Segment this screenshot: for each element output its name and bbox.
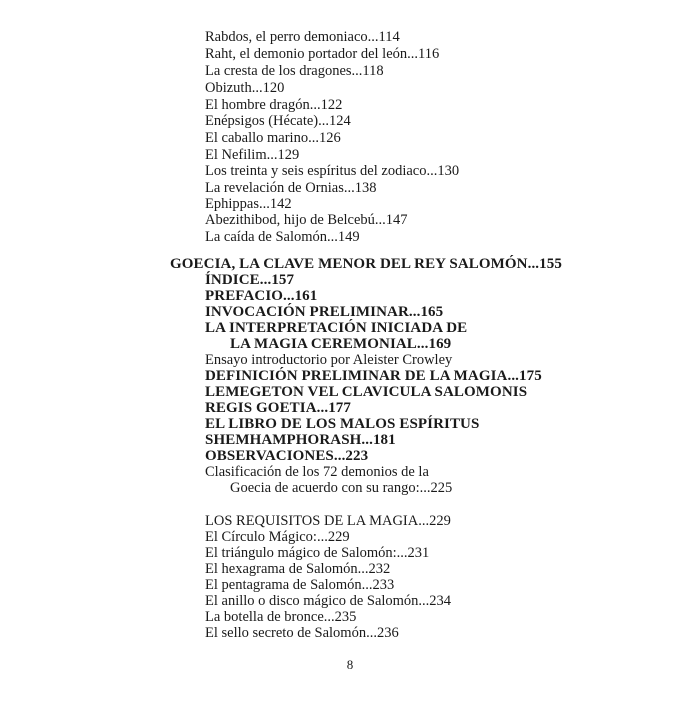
toc-entry: El sello secreto de Salomón...236	[205, 625, 399, 641]
toc-entry: PREFACIO...161	[205, 288, 318, 304]
toc-entry: Clasificación de los 72 demonios de la	[205, 464, 429, 480]
toc-entry: DEFINICIÓN PRELIMINAR DE LA MAGIA...175	[205, 368, 542, 384]
toc-entry: Obizuth...120	[205, 80, 285, 96]
toc-entry: EL LIBRO DE LOS MALOS ESPÍRITUS	[205, 416, 480, 432]
toc-entry: Abezithibod, hijo de Belcebú...147	[205, 212, 408, 228]
toc-entry: El Nefilim...129	[205, 147, 300, 163]
toc-entry: La revelación de Ornias...138	[205, 180, 377, 196]
toc-entry: El Círculo Mágico:...229	[205, 529, 350, 545]
toc-entry: LEMEGETON VEL CLAVICULA SALOMONIS	[205, 384, 528, 400]
toc-entry: LOS REQUISITOS DE LA MAGIA...229	[205, 513, 451, 529]
toc-entry: La botella de bronce...235	[205, 609, 357, 625]
toc-entry: La caída de Salomón...149	[205, 229, 360, 245]
toc-entry: Raht, el demonio portador del león...116	[205, 46, 440, 62]
toc-entry: Rabdos, el perro demoniaco...114	[205, 29, 400, 45]
toc-entry: Goecia de acuerdo con su rango:...225	[230, 480, 453, 496]
toc-entry: REGIS GOETIA...177	[205, 400, 351, 416]
toc-entry: El hombre dragón...122	[205, 97, 343, 113]
toc-entry: El triángulo mágico de Salomón:...231	[205, 545, 430, 561]
toc-entry: Los treinta y seis espíritus del zodiaco...130	[205, 163, 460, 179]
toc-entry: INVOCACIÓN PRELIMINAR...165	[205, 304, 444, 320]
toc-entry: OBSERVACIONES...223	[205, 448, 369, 464]
toc-entry: Ensayo introductorio por Aleister Crowley	[205, 352, 453, 368]
toc-entry: LA MAGIA CEREMONIAL...169	[230, 336, 452, 352]
toc-entry: SHEMHAMPHORASH...181	[205, 432, 396, 448]
toc-entry: El hexagrama de Salomón...232	[205, 561, 391, 577]
toc-entry: El caballo marino...126	[205, 130, 341, 146]
toc-entry: La cresta de los dragones...118	[205, 63, 384, 79]
toc-entry: El anillo o disco mágico de Salomón...234	[205, 593, 452, 609]
toc-entry: LA INTERPRETACIÓN INICIADA DE	[205, 320, 468, 336]
page-number: 8	[346, 657, 354, 672]
toc-main-title: GOECIA, LA CLAVE MENOR DEL REY SALOMÓN...155	[170, 256, 562, 272]
toc-entry: Enépsigos (Hécate)...124	[205, 113, 351, 129]
toc-entry: Ephippas...142	[205, 196, 292, 212]
toc-entry: ÍNDICE...157	[205, 272, 295, 288]
toc-entry: El pentagrama de Salomón...233	[205, 577, 395, 593]
